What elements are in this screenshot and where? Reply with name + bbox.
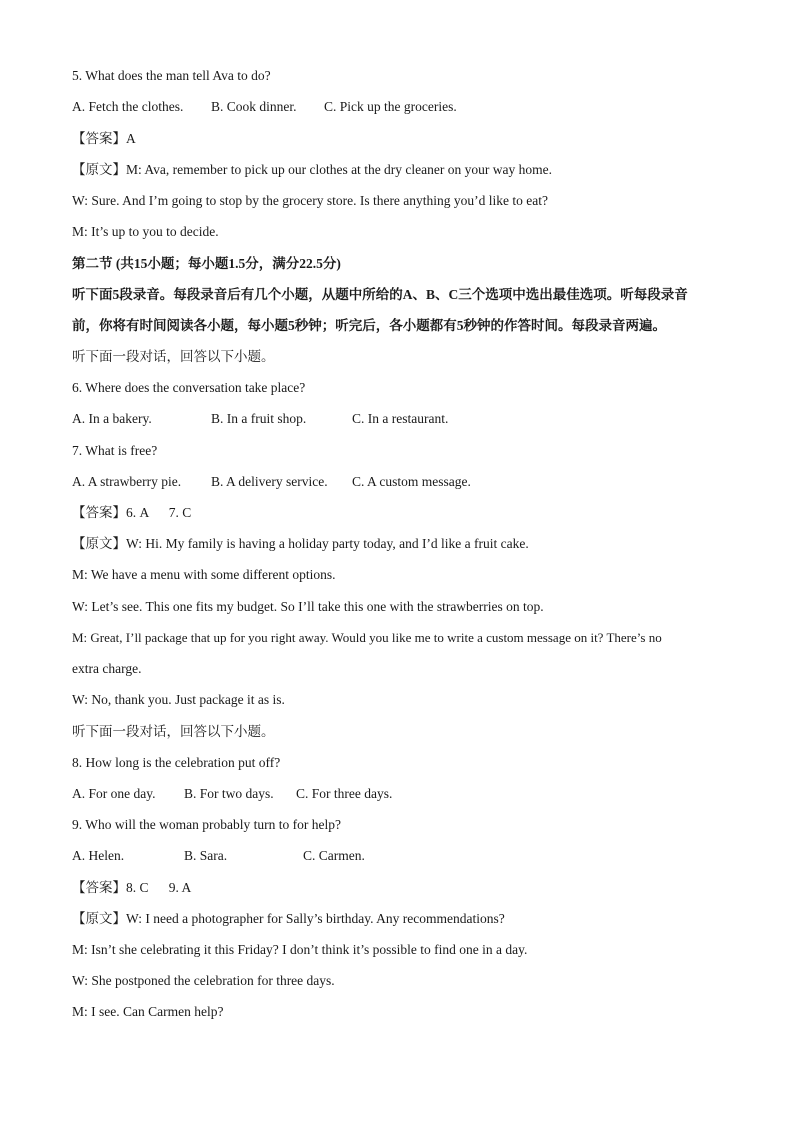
question-5: 5. What does the man tell Ava to do?	[72, 68, 271, 83]
option-b: B. For two days.	[184, 786, 274, 801]
question-6: 6. Where does the conversation take place?	[72, 380, 306, 395]
section-instructions: 前，你将有时间阅读各小题，每小题5秒钟；听完后，各小题都有5秒钟的作答时间。每段录音两遍。	[72, 318, 666, 333]
transcript-line: 【原文】W: Hi. My family is having a holiday party today, and I’d like a fruit cake.	[72, 536, 529, 551]
option-a: A. For one day.	[72, 786, 156, 801]
answer-8-9: 【答案】8. C 9. A	[72, 880, 192, 895]
transcript-line: W: She postponed the celebration for three days.	[72, 973, 335, 988]
transcript-line: M: It’s up to you to decide.	[72, 224, 219, 239]
transcript-line: W: Sure. And I’m going to stop by the grocery store. Is there anything you’d like to eat?	[72, 193, 549, 208]
transcript-line: extra charge.	[72, 661, 142, 676]
transcript-line: W: No, thank you. Just package it as is.	[72, 692, 285, 707]
transcript-line: 【原文】M: Ava, remember to pick up our clothes at the dry cleaner on your way home.	[72, 162, 552, 177]
option-a: A. Helen.	[72, 848, 125, 863]
option-b: B. A delivery service.	[211, 474, 328, 489]
answer-5: 【答案】A	[72, 131, 136, 146]
option-c: C. Carmen.	[303, 848, 365, 863]
option-b: B. Sara.	[184, 848, 228, 863]
option-a: A. Fetch the clothes.	[72, 99, 184, 114]
answer-6-7: 【答案】6. A 7. C	[72, 505, 192, 520]
transcript-line: M: Isn’t she celebrating it this Friday? I don’t think it’s possible to find one in a day.	[72, 942, 528, 957]
transcript-line: W: Let’s see. This one fits my budget. So I’ll take this one with the strawberries on top.	[72, 599, 544, 614]
dialogue-prompt: 听下面一段对话，回答以下小题。	[72, 724, 275, 739]
option-b: B. In a fruit shop.	[211, 411, 307, 426]
option-a: A. In a bakery.	[72, 411, 152, 426]
question-7: 7. What is free?	[72, 443, 158, 458]
option-b: B. Cook dinner.	[211, 99, 297, 114]
option-c: C. A custom message.	[352, 474, 471, 489]
option-c: C. Pick up the groceries.	[324, 99, 457, 114]
section-instructions: 听下面5段录音。每段录音后有几个小题，从题中所给的A、B、C三个选项中选出最佳选项。听每段录音	[72, 287, 688, 302]
question-8: 8. How long is the celebration put off?	[72, 755, 281, 770]
option-c: C. In a restaurant.	[352, 411, 449, 426]
question-9: 9. Who will the woman probably turn to for help?	[72, 817, 341, 832]
transcript-line: M: We have a menu with some different options.	[72, 567, 336, 582]
section-heading: 第二节 (共15小题；每小题1.5分，满分22.5分)	[72, 256, 341, 271]
transcript-line: M: Great, I’ll package that up for you right away. Would you like me to write a custom message on it? There’s no	[72, 630, 662, 645]
option-a: A. A strawberry pie.	[72, 474, 182, 489]
transcript-line: 【原文】W: I need a photographer for Sally’s birthday. Any recommendations?	[72, 911, 505, 926]
option-c: C. For three days.	[296, 786, 393, 801]
dialogue-prompt: 听下面一段对话，回答以下小题。	[72, 349, 275, 364]
transcript-line: M: I see. Can Carmen help?	[72, 1004, 224, 1019]
